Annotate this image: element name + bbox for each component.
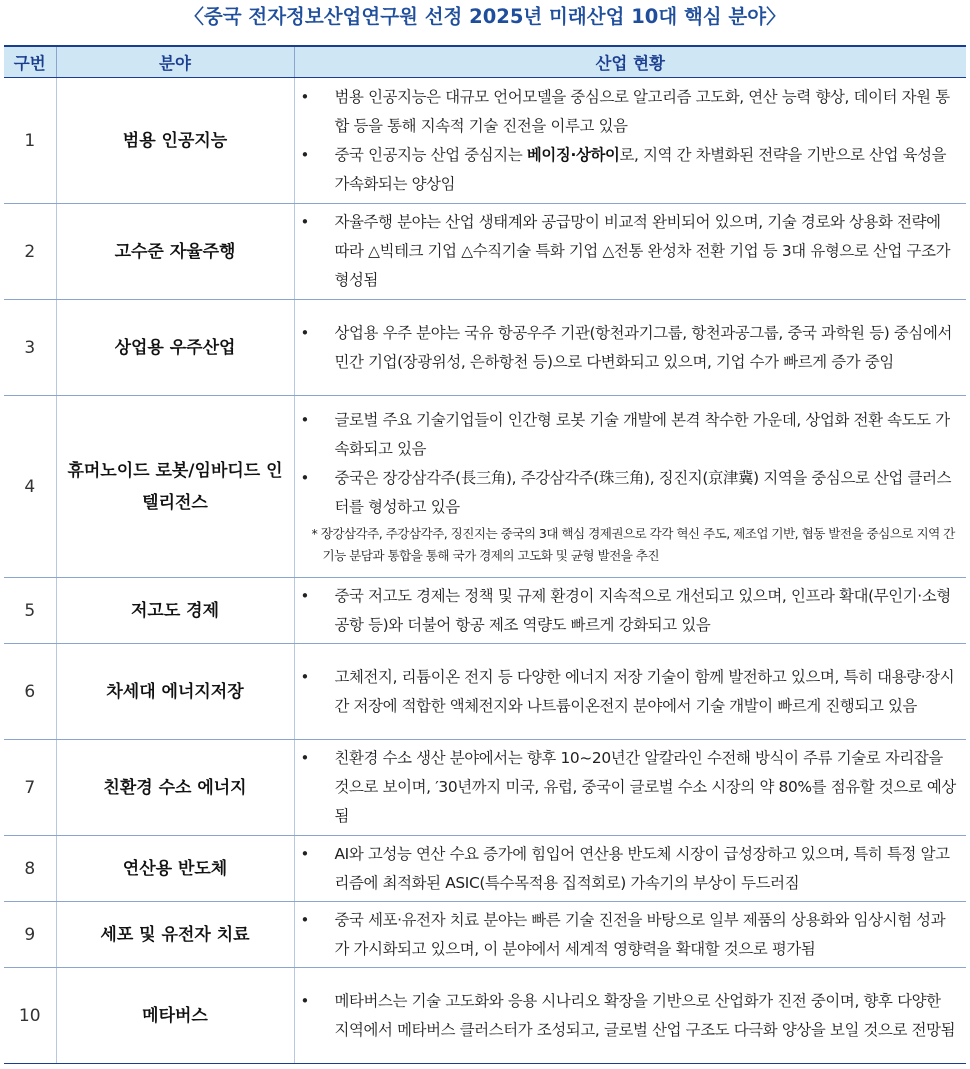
table-row (4, 644, 966, 740)
table-row (4, 902, 966, 968)
field-name: 상업용 우주산업 (56, 300, 294, 396)
bullet-icon: • (300, 145, 309, 164)
header-status: 산업 현황 (294, 46, 966, 78)
table-row (4, 396, 966, 578)
status-list (299, 906, 959, 964)
status-cell (294, 396, 966, 578)
field-name: 연산용 반도체 (56, 836, 294, 902)
status-item (299, 987, 959, 1045)
status-list (299, 987, 959, 1045)
bullet-icon: • (300, 991, 309, 1010)
bullet-icon: • (300, 469, 309, 487)
field-name: 세포 및 유전자 치료 (56, 902, 294, 968)
bullet-icon: • (300, 87, 309, 106)
field-name: 메타버스 (56, 968, 294, 1064)
field-name: 친환경 수소 에너지 (56, 740, 294, 836)
row-number: 7 (4, 740, 56, 836)
table-row (4, 204, 966, 300)
status-cell (294, 836, 966, 902)
status-item (299, 744, 959, 831)
status-text: 자율주행 분야는 산업 생태계와 공급망이 비교적 완비되어 있으며, 기술 경로와 상용화 전략에 따라 △빅테크 기업 △수직기술 특화 기업 △전통 완성차 전환 기업 등 3대 유형으로 산업 구조가 형성됨 (334, 213, 951, 289)
status-text: 로, 지역 간 차별화된 전략을 기반으로 산업 육성을 가속화되는 양상임 (334, 145, 947, 193)
status-text-emphasis: 베이징·상하이 (526, 145, 620, 164)
row-number: 4 (4, 396, 56, 578)
table-title: 〈중국 전자정보산업연구원 선정 2025년 미래산업 10대 핵심 분야〉 (184, 5, 786, 28)
status-text: 중국 저고도 경제는 정책 및 규제 환경이 지속적으로 개선되고 있으며, 인프라 확대(무인기·소형공항 등)와 더불어 항공 제조 역량도 빠르게 강화되고 있음 (334, 586, 951, 634)
bullet-icon: • (300, 411, 309, 429)
bullet-icon: • (300, 910, 309, 929)
status-text: AI와 고성능 연산 수요 증가에 힘입어 연산용 반도체 시장이 급성장하고 있으며, 특히 특정 알고리즘에 최적화된 ASIC(특수목적용 집적회로) 가속기의 부상이 두드러짐 (334, 844, 950, 892)
status-text: 고체전지, 리튬이온 전지 등 다양한 에너지 저장 기술이 함께 발전하고 있으며, 특히 대용량·장시간 저장에 적합한 액체전지와 나트륨이온전지 분야에서 기술 개발이 빠르게 진행되고 있음 (334, 667, 955, 715)
status-item (299, 141, 959, 199)
status-item (299, 83, 959, 141)
status-list (299, 406, 959, 522)
status-item (299, 906, 959, 964)
status-item (299, 319, 959, 377)
header-no: 구번 (4, 46, 56, 78)
row-number: 9 (4, 902, 56, 968)
table-body (4, 78, 966, 1064)
status-list (299, 582, 959, 640)
status-cell (294, 204, 966, 300)
status-cell (294, 78, 966, 204)
table-row (4, 968, 966, 1064)
status-item (299, 406, 959, 464)
table-header-row (4, 46, 966, 78)
status-cell (294, 968, 966, 1064)
row-number: 10 (4, 968, 56, 1064)
field-name: 차세대 에너지저장 (56, 644, 294, 740)
bullet-icon: • (300, 844, 309, 863)
status-item (299, 208, 959, 295)
status-cell (294, 740, 966, 836)
bullet-icon: • (300, 667, 309, 686)
footnote: * 장강삼각주, 주강삼각주, 징진지는 중국의 3대 핵심 경제권으로 각각 혁신 주도, 제조업 기반, 협동 발전을 중심으로 지역 간 기능 분담과 통합을 통해 국가 경제의 고도화 및 균형 발전을 추진 (311, 526, 955, 563)
status-text: 범용 인공지능은 대규모 언어모델을 중심으로 알고리즘 고도화, 연산 능력 향상, 데이터 자원 통합 등을 통해 지속적 기술 진전을 이루고 있음 (334, 87, 950, 135)
status-cell (294, 300, 966, 396)
table-row (4, 578, 966, 644)
status-list (299, 663, 959, 721)
industry-table (4, 45, 966, 1064)
bullet-icon: • (300, 213, 309, 231)
field-name: 휴머노이드 로봇/임바디드 인텔리전스 (56, 396, 294, 578)
status-list (299, 319, 959, 377)
header-field: 분야 (56, 46, 294, 78)
status-item (299, 464, 959, 522)
field-name: 범용 인공지능 (56, 78, 294, 204)
status-cell (294, 644, 966, 740)
table-row (4, 78, 966, 204)
table-row (4, 300, 966, 396)
table-row (4, 740, 966, 836)
bullet-icon: • (300, 749, 309, 767)
status-text: 글로벌 주요 기술기업들이 인간형 로봇 기술 개발에 본격 착수한 가운데, 상업화 전환 속도도 가속화되고 있음 (334, 411, 950, 458)
field-name: 고수준 자율주행 (56, 204, 294, 300)
bullet-icon: • (300, 586, 309, 605)
status-item (299, 582, 959, 640)
status-text: 중국 세포·유전자 치료 분야는 빠른 기술 진전을 바탕으로 일부 제품의 상용화와 임상시험 성과가 가시화되고 있으며, 이 분야에서 세계적 영향력을 확대할 것으로 평가됨 (334, 910, 946, 958)
table-row (4, 836, 966, 902)
status-text: 중국 인공지능 산업 중심지는 (334, 145, 527, 164)
status-list (299, 840, 959, 898)
status-list (299, 208, 959, 295)
field-name: 저고도 경제 (56, 578, 294, 644)
row-number: 2 (4, 204, 56, 300)
status-text: 상업용 우주 분야는 국유 항공우주 기관(항천과기그룹, 항천과공그룹, 중국 과학원 등) 중심에서 민간 기업(장광위성, 은하항천 등)으로 다변화되고 있으며, 기업 수가 빠르게 증가 중임 (334, 323, 952, 371)
status-text: 중국은 장강삼각주(長三角), 주강삼각주(珠三角), 징진지(京津冀) 지역을 중심으로 산업 클러스터를 형성하고 있음 (334, 469, 952, 516)
status-list (299, 83, 959, 199)
bullet-icon: • (300, 323, 309, 342)
status-text: 메타버스는 기술 고도화와 응용 시나리오 확장을 기반으로 산업화가 진전 중이며, 향후 다양한 지역에서 메타버스 클러스터가 조성되고, 글로벌 산업 구조도 다극화 양상을 보일 것으로 전망됨 (334, 991, 956, 1039)
status-list (299, 744, 959, 831)
row-number: 5 (4, 578, 56, 644)
status-text: 친환경 수소 생산 분야에서는 향후 10~20년간 알칼라인 수전해 방식이 주류 기술로 자리잡을 것으로 보이며, ′30년까지 미국, 유럽, 중국이 글로벌 수소 시장의 약 80%를 점유할 것으로 예상됨 (334, 749, 956, 825)
status-item (299, 840, 959, 898)
row-number: 1 (4, 78, 56, 204)
row-number: 8 (4, 836, 56, 902)
row-number: 6 (4, 644, 56, 740)
status-cell (294, 902, 966, 968)
status-item (299, 663, 959, 721)
status-cell (294, 578, 966, 644)
row-number: 3 (4, 300, 56, 396)
